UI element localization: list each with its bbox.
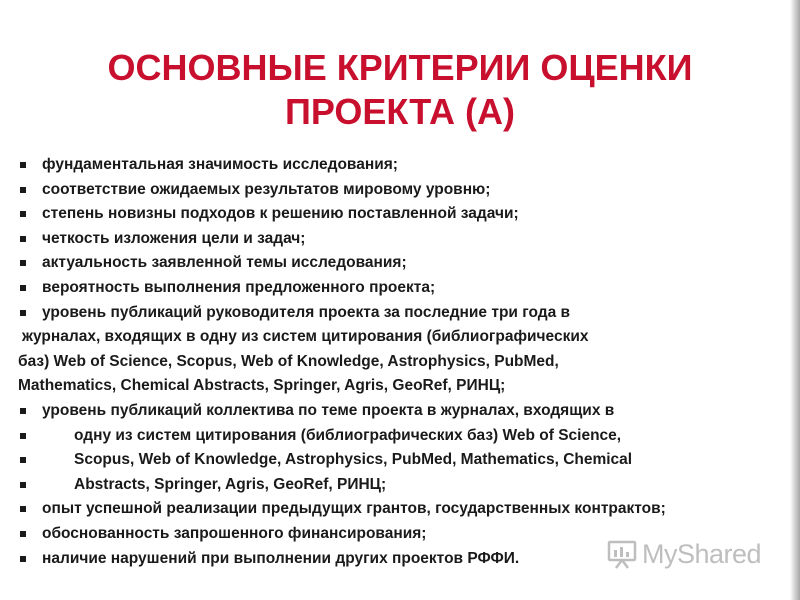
list-item: актуальность заявленной темы исследования; <box>18 251 738 276</box>
bullet-square-icon <box>20 260 26 266</box>
slide-title <box>0 46 800 134</box>
bullet-square-icon <box>20 310 26 316</box>
bullet-square-icon <box>20 162 26 168</box>
list-item: степень новизны подходов к решению поставленной задачи; <box>18 202 738 227</box>
list-item-continuation: Mathematics, Chemical Abstracts, Springer, Agris, GeoRef, РИНЦ; <box>18 377 506 395</box>
bullet-square-icon <box>20 433 26 439</box>
watermark-text: MyShared <box>642 538 762 569</box>
list-item: Abstracts, Springer, Agris, GeoRef, РИНЦ; <box>18 473 738 498</box>
bullet-square-icon <box>20 408 26 414</box>
bullet-square-icon <box>20 236 26 242</box>
list-item: наличие нарушений при выполнении других проектов РФФИ. <box>18 547 738 572</box>
list-item: Scopus, Web of Knowledge, Astrophysics, PubMed, Mathematics, Chemical <box>18 448 738 473</box>
title-line-2: ПРОЕКТА (А) <box>285 91 515 132</box>
list-item: уровень публикаций руководителя проекта за последние три года в <box>18 301 738 326</box>
list-item: одну из систем цитирования (библиографических баз) Web of Science, <box>18 424 738 449</box>
bullet-square-icon <box>20 506 26 512</box>
criteria-list <box>18 153 738 571</box>
list-item: обоснованность запрошенного финансирования; <box>18 522 738 547</box>
presentation-board-icon <box>606 538 638 570</box>
list-item: четкость изложения цели и задач; <box>18 227 738 252</box>
bullet-square-icon <box>20 285 26 291</box>
list-item: вероятность выполнения предложенного проекта; <box>18 276 738 301</box>
list-item: уровень публикаций коллектива по теме проекта в журналах, входящих в <box>18 399 738 424</box>
list-item: соответствие ожидаемых результатов мировому уровню; <box>18 178 738 203</box>
bullet-square-icon <box>20 482 26 488</box>
list-item: фундаментальная значимость исследования; <box>18 153 738 178</box>
myshared-watermark <box>606 538 761 570</box>
list-item-continuation: баз) Web of Science, Scopus, Web of Knowledge, Astrophysics, PubMed, <box>18 352 559 370</box>
title-line-1: ОСНОВНЫЕ КРИТЕРИИ ОЦЕНКИ <box>107 47 693 88</box>
bullet-square-icon <box>20 187 26 193</box>
list-item-continuation: журналах, входящих в одну из систем цитирования (библиографических <box>22 328 589 346</box>
bullet-square-icon <box>20 211 26 217</box>
bullet-square-icon <box>20 457 26 463</box>
bullet-square-icon <box>20 556 26 562</box>
bullet-square-icon <box>20 531 26 537</box>
list-item: опыт успешной реализации предыдущих грантов, государственных контрактов; <box>18 497 738 522</box>
